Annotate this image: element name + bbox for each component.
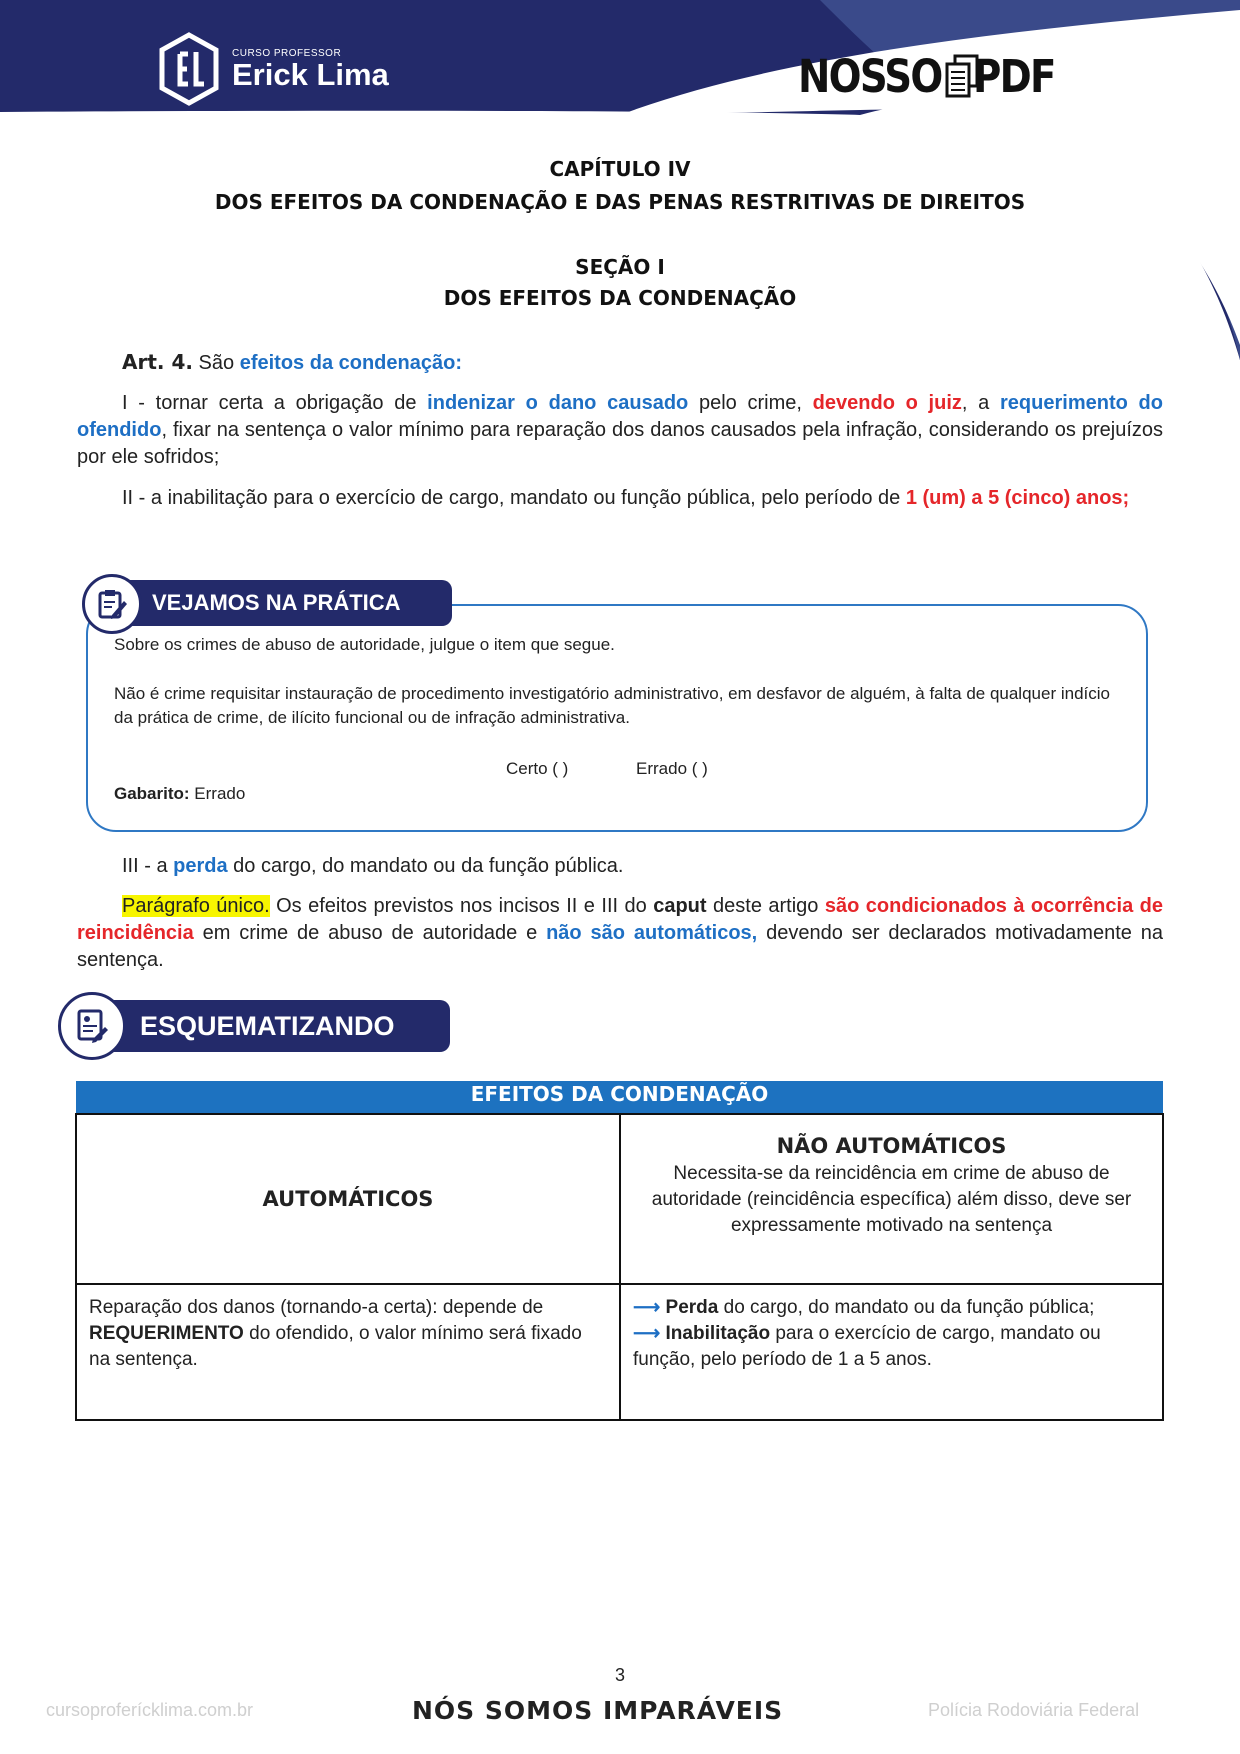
- answer-value: Errado: [194, 784, 246, 803]
- inciso-ii-text: II - a inabilitação para o exercício de cargo, mandato ou função pública, pelo período de: [122, 487, 901, 509]
- col-nao-automaticos-header: NÃO AUTOMÁTICOS: [776, 1134, 1007, 1158]
- el-monogram-icon: [158, 32, 220, 106]
- paragrafo-unico: [77, 893, 1163, 974]
- effect-item-inabilitacao: [633, 1321, 1150, 1373]
- inciso-i-text-b: pelo crime,: [698, 392, 802, 414]
- effect-item-perda: [633, 1295, 1150, 1321]
- col-nao-automaticos-cell: [620, 1114, 1163, 1284]
- col-automaticos-body: [76, 1284, 620, 1420]
- inciso-i-blue-2: requerimento do ofendido: [77, 392, 1163, 441]
- arrow-right-icon: ⟶: [633, 1297, 661, 1318]
- option-errado[interactable]: Errado ( ): [636, 759, 708, 778]
- effect-item-inabilitacao-bold: Inabilitação: [665, 1323, 771, 1344]
- col1-text-a: Reparação dos danos (tornando-a certa): depende de: [89, 1297, 544, 1318]
- article-label: Art. 4.: [122, 350, 193, 374]
- inciso-i-red: devendo o juiz: [812, 392, 962, 414]
- nosso-pdf-logo[interactable]: [798, 50, 1068, 103]
- chapter-title: CAPÍTULO IV: [549, 157, 691, 181]
- footer-website[interactable]: cursoproferícklima.com.br: [46, 1700, 254, 1720]
- paragrafo-text-a: Os efeitos previstos nos incisos II e III do: [276, 895, 647, 917]
- paragrafo-unico-label: Parágrafo único.: [122, 895, 270, 917]
- scheme-banner-label: ESQUEMATIZANDO: [140, 1010, 395, 1041]
- effect-item-perda-text: do cargo, do mandato ou da função pública;: [723, 1297, 1095, 1318]
- inciso-iii-blue: perda: [173, 855, 228, 877]
- practice-banner: [120, 580, 452, 626]
- scheme-badge: [58, 992, 126, 1060]
- inciso-iii: [77, 853, 1163, 880]
- brand-logo[interactable]: [158, 32, 389, 106]
- practice-banner-label: VEJAMOS NA PRÁTICA: [152, 590, 401, 615]
- arrow-right-icon: ⟶: [633, 1323, 661, 1344]
- inciso-iii-text-a: III - a: [122, 855, 168, 877]
- inciso-ii-red: 1 (um) a 5 (cinco) anos;: [905, 487, 1130, 509]
- section-title: SEÇÃO I: [575, 255, 665, 279]
- article-intro-highlight: efeitos da condenação:: [239, 352, 462, 374]
- paragrafo-text-c: em crime de abuso de autoridade e: [202, 922, 538, 944]
- inciso-i-blue-1: indenizar o dano causado: [427, 392, 689, 414]
- effect-item-inabilitacao-text: para o exercício de cargo, mandato ou função, pelo período de 1 a 5 anos.: [633, 1323, 1101, 1370]
- article-intro: São: [198, 352, 235, 374]
- paragrafo-text-d: devendo ser declarados motivadamente na sentença.: [77, 922, 1164, 971]
- logo-nosso-text: NOSSO: [798, 50, 942, 103]
- col1-text-b: do ofendido, o valor mínimo será fixado na sentença.: [89, 1323, 582, 1370]
- inciso-ii: [77, 485, 1163, 512]
- clipboard-pencil-icon: [95, 587, 129, 621]
- practice-badge: [82, 574, 142, 634]
- effect-item-perda-bold: Perda: [665, 1297, 719, 1318]
- col1-bold: REQUERIMENTO: [89, 1323, 244, 1344]
- option-certo[interactable]: Certo ( ): [506, 759, 569, 778]
- col-automaticos-header: AUTOMÁTICOS: [76, 1114, 620, 1284]
- footer-exam-name: Polícia Rodoviária Federal: [928, 1700, 1140, 1720]
- inciso-i-text-a: I - tornar certa a obrigação de: [122, 392, 417, 414]
- inciso-i-text-d: , fixar na sentença o valor mínimo para reparação dos danos causados pela infração, considerando os prejuízos por ele sofridos;: [77, 419, 1163, 468]
- col-nao-automaticos-body: [620, 1284, 1163, 1420]
- footer-slogan: NÓS SOMOS IMPARÁVEIS: [412, 1696, 784, 1725]
- scheme-document-icon: [73, 1007, 111, 1045]
- article-heading: [122, 350, 462, 375]
- scheme-banner: [110, 1000, 450, 1052]
- answer-label: Gabarito:: [114, 784, 190, 803]
- question-intro: Sobre os crimes de abuso de autoridade, julgue o item que segue.: [114, 635, 615, 654]
- question-statement: Não é crime requisitar instauração de procedimento investigatório administrativo, em desfavor de alguém, à falta de qualquer indício da prática de crime, de ilícito funcional ou de infração administrativa.: [114, 684, 1110, 727]
- paragrafo-caput: caput: [653, 895, 707, 917]
- inciso-i: [77, 390, 1163, 471]
- brand-name: Erick Lima: [232, 56, 389, 92]
- logo-pdf-text: PDF: [972, 50, 1055, 103]
- chapter-subtitle: DOS EFEITOS DA CONDENAÇÃO E DAS PENAS RESTRITIVAS DE DIREITOS: [214, 190, 1026, 214]
- brand-small-text: CURSO PROFESSOR: [232, 47, 342, 59]
- page-number: 3: [614, 1665, 625, 1685]
- inciso-i-text-c: , a: [961, 392, 990, 414]
- paragrafo-blue: não são automáticos,: [546, 922, 758, 944]
- col-nao-automaticos-desc: Necessita-se da reincidência em crime de abuso de autoridade (reincidência específica) além disso, deve ser expressamente motivado na sentença: [651, 1163, 1132, 1236]
- answer-key: [114, 782, 245, 806]
- paragrafo-text-b: deste artigo: [713, 895, 819, 917]
- paragrafo-red: são condicionados à ocorrência de reincidência: [77, 895, 1163, 944]
- section-subtitle: DOS EFEITOS DA CONDENAÇÃO: [443, 286, 797, 310]
- inciso-iii-text-b: do cargo, do mandato ou da função pública.: [233, 855, 624, 877]
- table-title: EFEITOS DA CONDENAÇÃO: [76, 1081, 1163, 1114]
- effects-table: [75, 1081, 1164, 1421]
